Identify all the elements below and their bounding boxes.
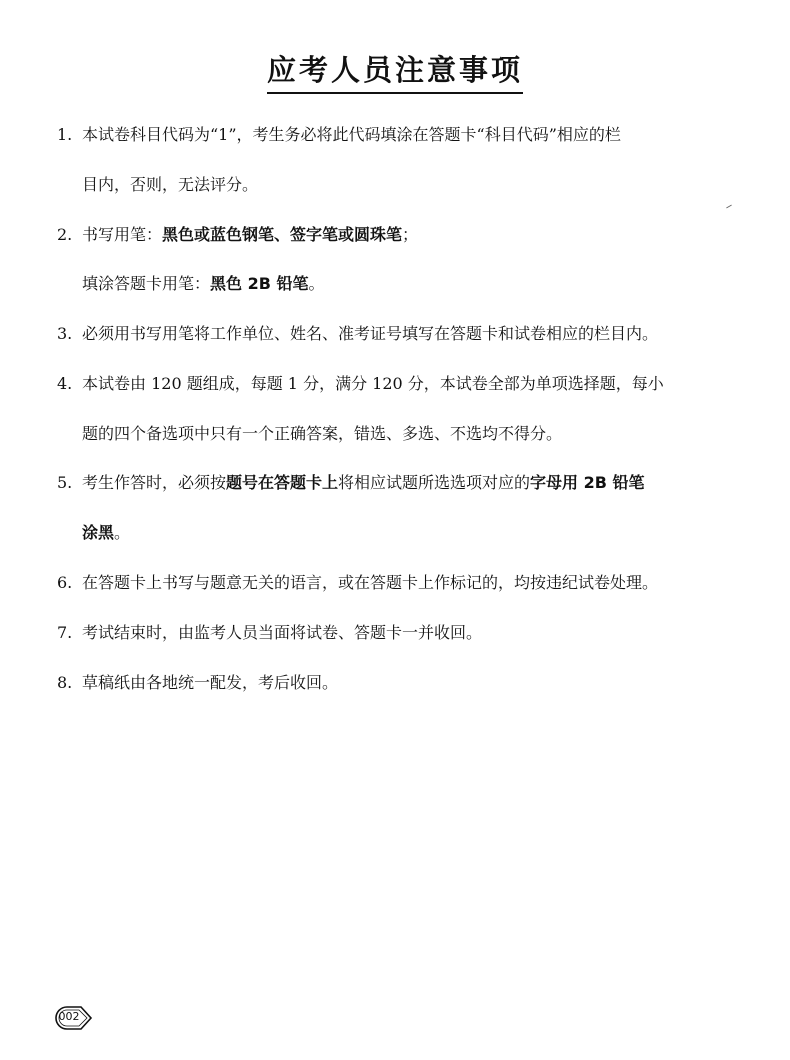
page-number: 002 <box>58 1010 80 1023</box>
item-text: 考生作答时，必须按 <box>82 473 227 492</box>
page-title-text: 应考人员注意事项 <box>267 48 523 94</box>
item-text: 书写用笔： <box>82 225 163 244</box>
notice-item-6 <box>57 573 658 593</box>
notice-item-7 <box>57 623 482 643</box>
item-number: 6. <box>57 573 73 592</box>
item-text: 填涂答题卡用笔： <box>82 274 211 293</box>
item-text: 目内，否则，无法评分。 <box>82 175 259 194</box>
notice-item-1 <box>57 125 621 145</box>
notice-item-2-continued <box>82 274 325 294</box>
item-text: 本试卷由 120 题组成，每题 1 分，满分 120 分，本试卷全部为单项选择题，每小 <box>82 374 664 393</box>
item-bold-text: 题号在答题卡上 <box>226 473 339 492</box>
notice-item-3 <box>57 324 658 344</box>
item-number: 1. <box>57 125 73 144</box>
page-title <box>0 48 790 94</box>
item-text: 考试结束时，由监考人员当面将试卷、答题卡一并收回。 <box>82 623 483 642</box>
item-number: 3. <box>57 324 73 343</box>
item-text: 草稿纸由各地统一配发，考后收回。 <box>82 673 339 692</box>
notice-item-2 <box>57 225 418 245</box>
notice-item-4-continued <box>82 424 562 444</box>
item-text: 本试卷科目代码为“1”，考生务必将此代码填涂在答题卡“科目代码”相应的栏 <box>82 125 621 144</box>
item-bold-text: 涂黑 <box>82 523 115 542</box>
notice-item-5-continued <box>82 523 130 543</box>
item-text: 必须用书写用笔将工作单位、姓名、准考证号填写在答题卡和试卷相应的栏目内。 <box>82 324 659 343</box>
item-number: 5. <box>57 473 73 492</box>
item-number: 7. <box>57 623 73 642</box>
item-bold-text: 字母用 2B 铅笔 <box>530 473 645 492</box>
item-text: ； <box>402 225 419 244</box>
item-text: 题的四个备选项中只有一个正确答案，错选、多选、不选均不得分。 <box>82 424 563 443</box>
notice-item-5 <box>57 473 645 493</box>
item-number: 4. <box>57 374 73 393</box>
item-number: 2. <box>57 225 73 244</box>
item-text: 。 <box>308 274 325 293</box>
stray-mark <box>726 205 732 209</box>
notice-item-8 <box>57 673 338 693</box>
notice-item-1-continued <box>82 175 258 195</box>
item-text: 在答题卡上书写与题意无关的语言，或在答题卡上作标记的，均按违纪试卷处理。 <box>82 573 659 592</box>
item-text: 。 <box>114 523 131 542</box>
item-bold-text: 黑色 2B 铅笔 <box>210 274 309 293</box>
item-bold-text: 黑色或蓝色钢笔、签字笔或圆珠笔 <box>162 225 403 244</box>
notice-item-4 <box>57 374 664 394</box>
page-number-badge <box>53 1005 93 1031</box>
item-text: 将相应试题所选选项对应的 <box>338 473 531 492</box>
item-number: 8. <box>57 673 73 692</box>
